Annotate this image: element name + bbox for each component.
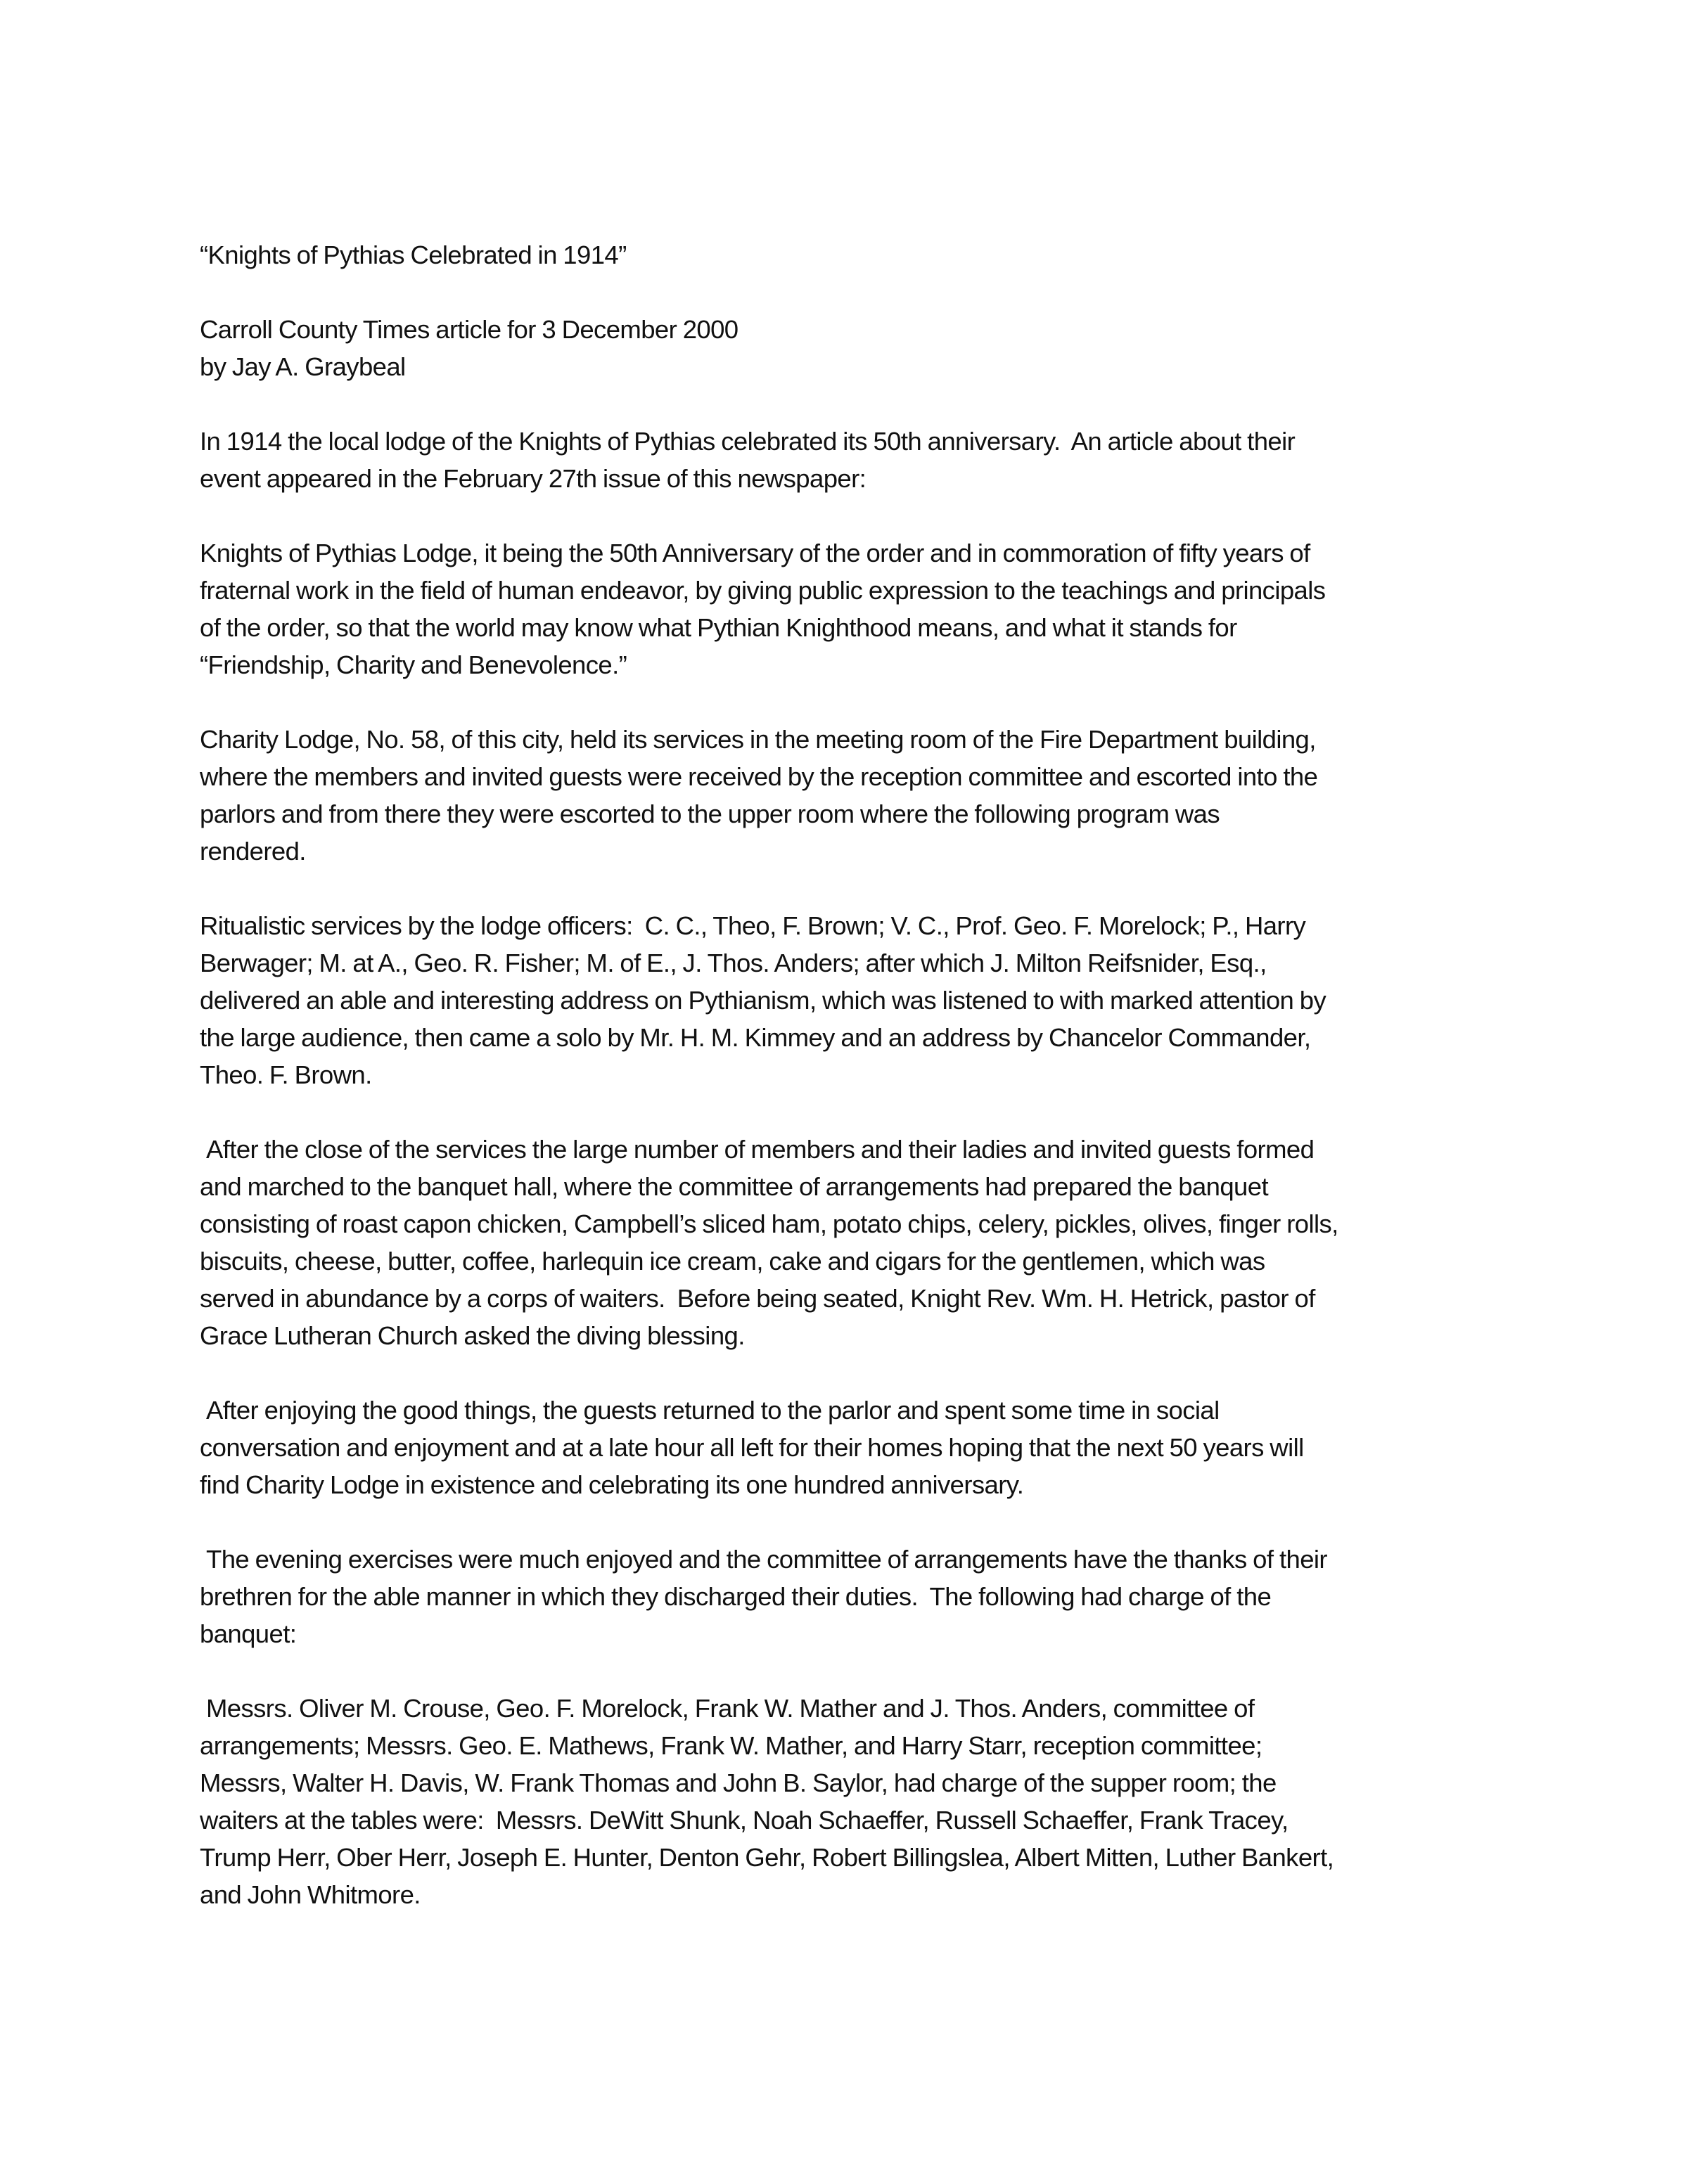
- text-line: conversation and enjoyment and at a late hour all left for their homes hoping that the next 50 years will: [200, 1433, 1304, 1462]
- text-line: rendered.: [200, 837, 306, 866]
- text-line: Berwager; M. at A., Geo. R. Fisher; M. of E., J. Thos. Anders; after which J. Milton Reifsnider, Esq.,: [200, 949, 1267, 977]
- document-page: [200, 236, 1522, 1951]
- text-line: parlors and from there they were escorted to the upper room where the following program was: [200, 799, 1220, 828]
- text-line: and marched to the banquet hall, where the committee of arrangements had prepared the banquet: [200, 1172, 1268, 1201]
- paragraph-lodge: [200, 534, 1522, 683]
- text-line: served in abundance by a corps of waiters. Before being seated, Knight Rev. Wm. H. Hetrick, pastor of: [200, 1284, 1315, 1313]
- text-line: Knights of Pythias Lodge, it being the 50th Anniversary of the order and in commoration of fifty years of: [200, 539, 1310, 567]
- text-line: event appeared in the February 27th issue of this newspaper:: [200, 464, 867, 493]
- text-line: banquet:: [200, 1619, 297, 1648]
- text-line: fraternal work in the field of human endeavor, by giving public expression to the teachings and principals: [200, 576, 1326, 605]
- paragraph-intro: [200, 423, 1522, 497]
- byline: [200, 311, 1522, 385]
- text-line: biscuits, cheese, butter, coffee, harlequin ice cream, cake and cigars for the gentlemen, which was: [200, 1247, 1265, 1276]
- paragraph-committee-list: [200, 1690, 1522, 1913]
- paragraph-banquet: [200, 1131, 1522, 1354]
- text-line: of the order, so that the world may know what Pythian Knighthood means, and what it stands for: [200, 613, 1237, 642]
- text-line: After enjoying the good things, the guests returned to the parlor and spent some time in social: [206, 1396, 1220, 1425]
- text-line: Grace Lutheran Church asked the diving blessing.: [200, 1321, 745, 1350]
- text-line: consisting of roast capon chicken, Campbell’s sliced ham, potato chips, celery, pickles, olives, finger rolls,: [200, 1209, 1338, 1238]
- text-line: waiters at the tables were: Messrs. DeWitt Shunk, Noah Schaeffer, Russell Schaeffer, Frank Tracey,: [200, 1806, 1289, 1835]
- byline-author: by Jay A. Graybeal: [200, 352, 406, 381]
- text-line: the large audience, then came a solo by Mr. H. M. Kimmey and an address by Chancelor Commander,: [200, 1023, 1311, 1052]
- text-line: Ritualistic services by the lodge officers: C. C., Theo, F. Brown; V. C., Prof. Geo. F. Morelock; P., Harry: [200, 911, 1306, 940]
- text-line: Messrs, Walter H. Davis, W. Frank Thomas and John B. Saylor, had charge of the supper room; the: [200, 1768, 1277, 1797]
- text-line: The evening exercises were much enjoyed and the committee of arrangements have the thanks of their: [206, 1545, 1327, 1574]
- paragraph-after-banquet: [200, 1392, 1522, 1503]
- text-line: Theo. F. Brown.: [200, 1060, 372, 1089]
- text-line: “Friendship, Charity and Benevolence.”: [200, 650, 627, 679]
- text-line: brethren for the able manner in which they discharged their duties. The following had charge of the: [200, 1582, 1272, 1611]
- text-line: Trump Herr, Ober Herr, Joseph E. Hunter, Denton Gehr, Robert Billingslea, Albert Mitten, Luther Bankert,: [200, 1843, 1334, 1872]
- article-title: [200, 236, 1522, 274]
- text-line: and John Whitmore.: [200, 1880, 421, 1909]
- paragraph-charity-lodge: [200, 721, 1522, 870]
- title-line: “Knights of Pythias Celebrated in 1914”: [200, 240, 627, 269]
- paragraph-ritualistic-services: [200, 907, 1522, 1093]
- text-line: find Charity Lodge in existence and celebrating its one hundred anniversary.: [200, 1470, 1024, 1499]
- text-line: Messrs. Oliver M. Crouse, Geo. F. Morelock, Frank W. Mather and J. Thos. Anders, committee of: [206, 1694, 1255, 1723]
- byline-publication: Carroll County Times article for 3 December 2000: [200, 315, 738, 344]
- text-line: arrangements; Messrs. Geo. E. Mathews, Frank W. Mather, and Harry Starr, reception committee;: [200, 1731, 1262, 1760]
- paragraph-evening-exercises: [200, 1541, 1522, 1652]
- text-line: After the close of the services the large number of members and their ladies and invited guests formed: [206, 1135, 1315, 1164]
- text-line: where the members and invited guests were received by the reception committee and escorted into the: [200, 762, 1318, 791]
- text-line: Charity Lodge, No. 58, of this city, held its services in the meeting room of the Fire Department building,: [200, 725, 1316, 754]
- text-line: In 1914 the local lodge of the Knights of Pythias celebrated its 50th anniversary. An article about their: [200, 427, 1296, 456]
- text-line: delivered an able and interesting address on Pythianism, which was listened to with marked attention by: [200, 986, 1326, 1015]
